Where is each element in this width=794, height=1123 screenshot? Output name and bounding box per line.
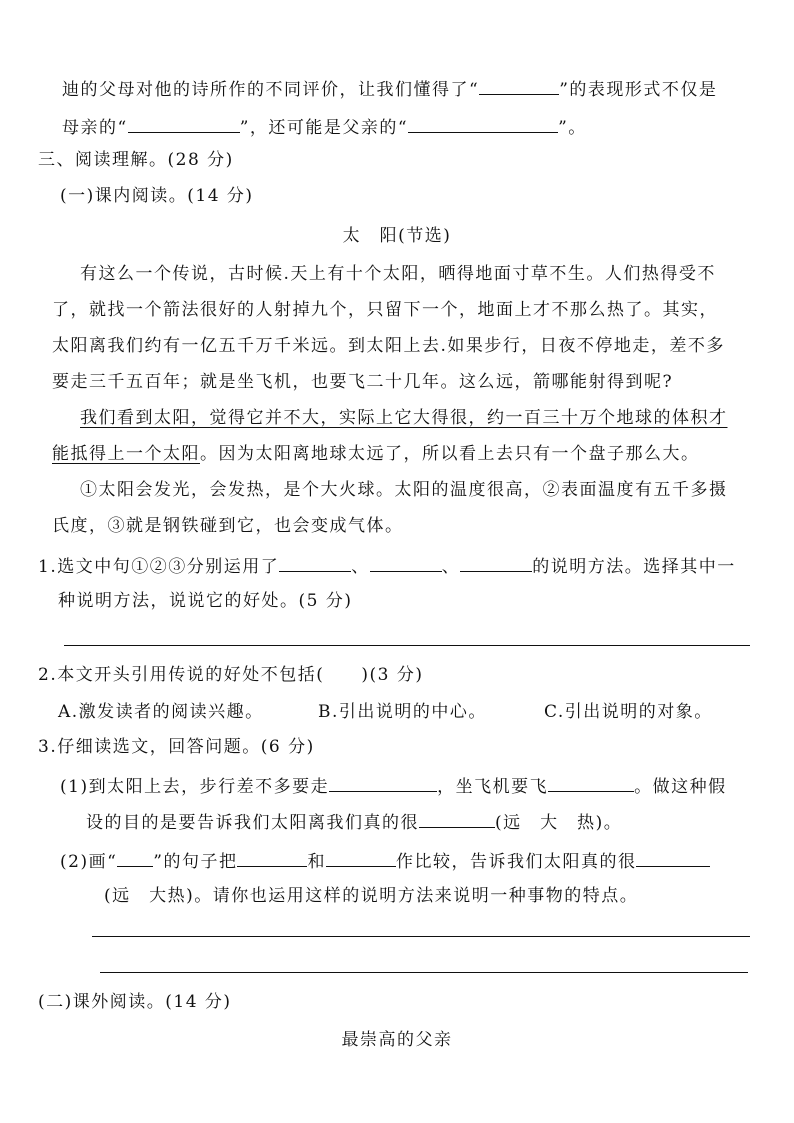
answer-blank[interactable] bbox=[548, 773, 634, 792]
underlined-sentence: 我们看到太阳，觉得它并不大，实际上它大得很，约一百三十万个地球的体积才 bbox=[80, 408, 728, 428]
question-3-2-line-2: (远 大热)。请你也运用这样的说明方法来说明一种事物的特点。 bbox=[104, 886, 639, 906]
question-3-2 bbox=[60, 848, 710, 874]
question-1 bbox=[38, 553, 736, 579]
question-3: 3.仔细读选文，回答问题。(6 分) bbox=[38, 737, 315, 757]
underlined-sentence: 能抵得上一个太阳 bbox=[52, 444, 200, 464]
section-heading: 三、阅读理解。(28 分) bbox=[38, 150, 234, 170]
answer-blank[interactable] bbox=[479, 76, 559, 95]
answer-blank[interactable] bbox=[419, 809, 495, 828]
paragraph-line: 氏度，③就是钢铁碰到它，也会变成气体。 bbox=[52, 516, 404, 536]
question-3-1-line-2 bbox=[86, 809, 622, 835]
paragraph-line: ①太阳会发光，会发热，是个大火球。太阳的温度很高，②表面温度有五千多摄 bbox=[80, 480, 728, 500]
paragraph-line: 有这么一个传说，古时候.天上有十个太阳，晒得地面寸草不生。人们热得受不 bbox=[80, 264, 716, 284]
answer-blank[interactable] bbox=[460, 553, 532, 572]
question-3-1 bbox=[60, 773, 727, 799]
option-a[interactable]: A.激发读者的阅读兴趣。 bbox=[58, 702, 264, 722]
question-text: 作比较，告诉我们太阳真的很 bbox=[395, 852, 637, 872]
part1-heading: (一)课内阅读。(14 分) bbox=[60, 186, 254, 206]
paragraph-line: 太阳离我们约有一亿五千万千米远。到太阳上去.如果步行，日夜不停地走，差不多 bbox=[52, 336, 725, 356]
answer-line[interactable] bbox=[64, 645, 750, 646]
question-text: (远 大 热)。 bbox=[495, 813, 623, 833]
intro-line-1 bbox=[62, 76, 717, 102]
paragraph-line: 要走三千五百年；就是坐飞机，也要飞二十几年。这么远，箭哪能射得到呢? bbox=[52, 372, 674, 392]
paragraph-line: 了，就找一个箭法很好的人射掉九个，只留下一个，地面上才不那么热了。其实， bbox=[52, 300, 718, 320]
intro-line-2 bbox=[62, 114, 587, 140]
answer-blank[interactable] bbox=[370, 553, 442, 572]
answer-blank[interactable] bbox=[636, 848, 710, 867]
part2-heading: (二)课外阅读。(14 分) bbox=[38, 992, 232, 1012]
answer-blank[interactable] bbox=[237, 848, 307, 867]
answer-blank[interactable] bbox=[326, 848, 396, 867]
paragraph-line bbox=[52, 442, 700, 466]
intro-text: ”。 bbox=[558, 118, 587, 138]
intro-text: ”，还可能是父亲的“ bbox=[239, 118, 409, 138]
option-b[interactable]: B.引出说明的中心。 bbox=[318, 702, 487, 722]
part2-title: 最崇高的父亲 bbox=[341, 1030, 453, 1050]
question-text: ，坐飞机要飞 bbox=[437, 777, 549, 797]
question-text: (1)到太阳上去，步行差不多要走 bbox=[60, 777, 330, 797]
intro-text: ”的表现形式不仅是 bbox=[559, 80, 718, 100]
question-text: 设的目的是要告诉我们太阳离我们真的很 bbox=[86, 813, 419, 833]
question-text: 和 bbox=[307, 852, 326, 872]
paragraph-text: 。因为太阳离地球太远了，所以看上去只有一个盘子那么大。 bbox=[200, 444, 700, 464]
answer-blank[interactable] bbox=[279, 553, 351, 572]
answer-line[interactable] bbox=[100, 972, 748, 973]
question-text: (2)画“ bbox=[60, 852, 118, 872]
question-text: ”的句子把 bbox=[153, 852, 238, 872]
intro-text: 母亲的“ bbox=[62, 118, 128, 138]
answer-blank[interactable] bbox=[408, 114, 558, 133]
question-text: 的说明方法。选择其中一 bbox=[532, 557, 736, 577]
question-text: 1.选文中句①②③分别运用了 bbox=[38, 557, 280, 577]
question-text: 。做这种假 bbox=[634, 777, 727, 797]
article-title: 太 阳(节选) bbox=[342, 226, 452, 246]
answer-line[interactable] bbox=[92, 936, 750, 937]
answer-blank[interactable] bbox=[128, 114, 240, 133]
question-text: 、 bbox=[441, 557, 461, 577]
question-1-line-2: 种说明方法，说说它的好处。(5 分) bbox=[58, 591, 353, 611]
option-c[interactable]: C.引出说明的对象。 bbox=[544, 702, 713, 722]
answer-blank[interactable] bbox=[329, 773, 437, 792]
question-text: 、 bbox=[351, 557, 370, 577]
question-2: 2.本文开头引用传说的好处不包括( )(3 分) bbox=[38, 665, 424, 685]
underline-mark bbox=[117, 848, 153, 867]
intro-text: 迪的父母对他的诗所作的不同评价，让我们懂得了“ bbox=[62, 80, 480, 100]
